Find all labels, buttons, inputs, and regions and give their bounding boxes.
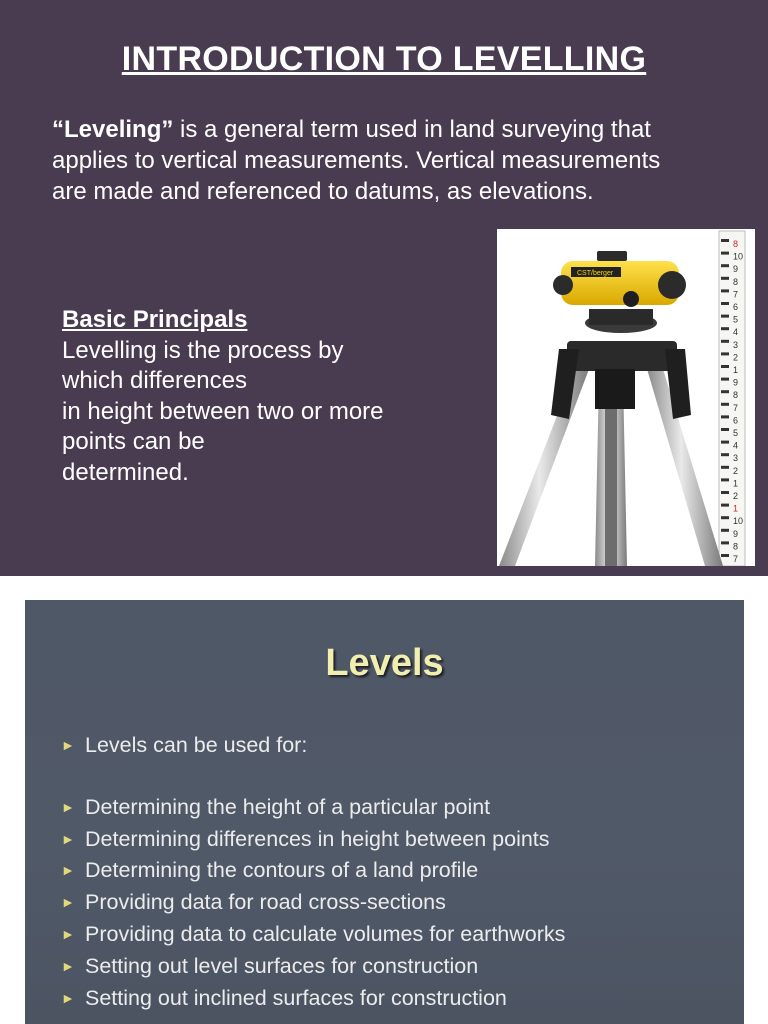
staff-tick-label: 9 <box>733 377 739 388</box>
dumpy-level-photo <box>497 229 755 566</box>
staff-tick-label: 6 <box>733 302 739 312</box>
staff-tick-label: 9 <box>733 528 739 539</box>
staff-tick-label: 8 <box>733 276 739 287</box>
intro-line-3: are made and referenced to datums, as elevations. <box>52 178 594 205</box>
staff-tick-mark <box>721 491 729 494</box>
staff-tick-label: 3 <box>733 339 739 350</box>
list-item-text: Setting out level surfaces for construction <box>85 953 479 978</box>
staff-tick-label: 1 <box>733 503 739 514</box>
basic-line: determined. <box>62 458 189 486</box>
triangle-right-bullet-icon: ► <box>61 862 75 879</box>
triangle-right-bullet-icon: ► <box>61 798 75 815</box>
staff-tick-label: 2 <box>733 352 739 363</box>
staff-tick-mark <box>721 264 729 267</box>
staff-tick-label: 1 <box>733 478 739 489</box>
staff-tick-mark <box>721 529 729 532</box>
staff-tick-label: 7 <box>733 402 739 413</box>
list-item <box>59 824 739 856</box>
brand-label: CST/berger <box>577 270 614 277</box>
staff-tick-mark <box>721 327 729 330</box>
dumpy-level-icon <box>497 229 755 566</box>
staff-tick-mark <box>721 415 729 418</box>
triangle-right-bullet-icon: ► <box>61 989 75 1006</box>
staff-tick-mark <box>721 365 729 368</box>
basic-line: Levelling is the process by <box>62 336 344 364</box>
staff-tick-mark <box>721 390 729 393</box>
slide-separator <box>0 576 768 600</box>
staff-tick-mark <box>721 478 729 481</box>
staff-tick-label: 8 <box>733 239 739 249</box>
staff-tick-mark <box>721 289 729 292</box>
list-item-text: Determining differences in height between points <box>85 826 550 851</box>
slide-title: INTRODUCTION TO LEVELLING <box>121 40 647 78</box>
staff-tick-mark <box>721 252 729 255</box>
staff-tick-mark <box>721 239 729 242</box>
staff-tick-mark <box>721 441 729 444</box>
staff-tick-label: 10 <box>733 516 744 527</box>
list-item-text: Providing data for road cross-sections <box>85 890 446 915</box>
basic-principals-block <box>62 305 462 488</box>
triangle-right-bullet-icon: ► <box>61 957 75 974</box>
staff-tick-mark <box>721 453 729 456</box>
staff-tick-mark <box>721 554 729 557</box>
list-item <box>59 730 739 762</box>
staff-tick-label: 10 <box>733 251 744 262</box>
triangle-right-bullet-icon: ► <box>61 925 75 942</box>
list-item-text: Levels can be used for: <box>85 733 308 757</box>
staff-tick-mark <box>721 352 729 355</box>
list-item-text: Determining the height of a particular point <box>85 794 491 819</box>
intro-paragraph <box>52 114 742 207</box>
triangle-right-bullet-icon: ► <box>61 894 75 911</box>
staff-tick-mark <box>721 340 729 343</box>
intro-line-2: applies to vertical measurements. Vertical measurements <box>52 147 661 174</box>
staff-tick-mark <box>721 516 729 519</box>
list-item-text: Determining the contours of a land profile <box>85 858 479 883</box>
staff-tick-label: 2 <box>733 465 739 476</box>
staff-tick-label: 4 <box>733 327 739 338</box>
levels-panel <box>25 600 744 1024</box>
intro-line-1-rest: is a general term used in land surveying that <box>173 116 651 143</box>
staff-tick-label: 2 <box>733 491 739 501</box>
list-item-text: Setting out inclined surfaces for construction <box>85 985 507 1010</box>
levels-list <box>59 730 739 1014</box>
basic-line: in height between two or more <box>62 397 384 425</box>
staff-tick-mark <box>721 277 729 280</box>
staff-tick-mark <box>721 541 729 544</box>
triangle-right-bullet-icon: ► <box>61 830 75 847</box>
triangle-right-bullet-icon: ► <box>61 737 75 753</box>
list-item-text: Providing data to calculate volumes for earthworks <box>85 921 566 946</box>
staff-tick-label: 9 <box>733 264 739 275</box>
staff-tick-label: 7 <box>733 289 739 300</box>
basic-principals-heading: Basic Principals <box>62 306 248 333</box>
staff-tick-label: 4 <box>733 440 739 451</box>
list-item <box>59 919 739 951</box>
staff-tick-label: 8 <box>733 541 739 552</box>
list-item <box>59 887 739 919</box>
staff-tick-mark <box>721 403 729 406</box>
basic-line: which differences <box>62 367 247 394</box>
intro-line-1 <box>52 114 742 145</box>
staff-tick-mark <box>721 504 729 507</box>
list-item <box>59 855 739 887</box>
staff-tick-mark <box>721 315 729 318</box>
staff-tick-label: 5 <box>733 314 739 325</box>
slide-levels <box>0 600 768 1024</box>
basic-line: points can be <box>62 428 205 455</box>
staff-tick-label: 1 <box>733 365 739 375</box>
levels-title: Levels <box>325 642 444 684</box>
staff-tick-label: 3 <box>733 453 739 464</box>
staff-tick-mark <box>721 378 729 381</box>
staff-tick-label: 5 <box>733 428 739 438</box>
staff-tick-mark <box>721 428 729 431</box>
staff-tick-label: 7 <box>733 554 739 564</box>
staff-tick-mark <box>721 302 729 305</box>
list-item <box>59 792 739 824</box>
staff-tick-label: 6 <box>733 415 739 426</box>
list-item <box>59 951 739 983</box>
list-item <box>59 983 739 1015</box>
leveling-term: “Leveling” <box>52 116 174 143</box>
staff-tick-label: 8 <box>733 390 739 401</box>
staff-tick-mark <box>721 466 729 469</box>
